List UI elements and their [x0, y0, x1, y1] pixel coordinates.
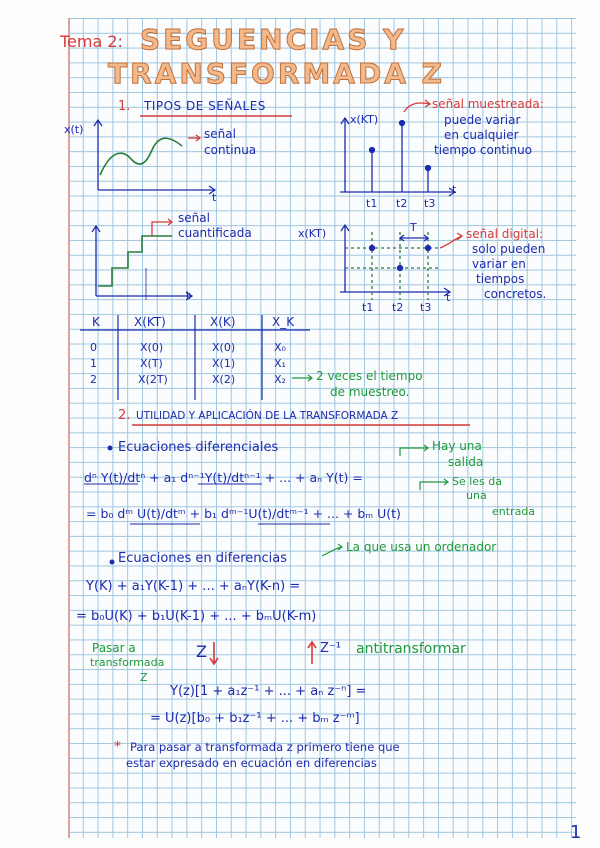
digital-tick2: t2 [392, 301, 404, 314]
digital-label2: solo pueden [472, 242, 546, 256]
equation-z-rhs: = U(z)[b₀ + b₁z⁻¹ + ... + bₘ z⁻ᵐ] [150, 711, 360, 726]
table-cell: X(0) [140, 341, 164, 354]
equation-difference-lhs: Y(K) + a₁Y(K-1) + ... + aₙY(K-n) = [86, 579, 301, 594]
muestreada-label4: tiempo continuo [434, 143, 533, 157]
z-inverse-symbol: Z⁻¹ [320, 641, 341, 656]
section1-heading: TIPOS DE SEÑALES [144, 99, 266, 113]
digital-tick3: t3 [420, 301, 432, 314]
continua-label1: señal [204, 127, 236, 141]
muestreada-label3: en cualquier [444, 128, 519, 142]
digital-signal-plot [340, 225, 450, 300]
entrada-label: entrada [492, 505, 536, 518]
equation-differential-lhs: dⁿ Y(t)/dtⁿ + a₁ dⁿ⁻¹Y(t)/dtⁿ⁻¹ + ... + aₙ Y(t) = [84, 470, 363, 485]
una-label: una [466, 489, 487, 502]
section2-number: 2. [118, 408, 131, 423]
table-cell: X(T) [140, 357, 163, 370]
table-header-k: K [92, 315, 100, 329]
quantized-signal-plot [92, 226, 192, 300]
table-cell: X₂ [274, 373, 286, 386]
tema-label: Tema 2: [60, 32, 123, 51]
note-star: * [114, 739, 121, 755]
section2-heading: UTILIDAD Y APLICACIÓN DE LA TRANSFORMADA Z [136, 410, 399, 422]
table-cell: X₀ [274, 341, 286, 354]
cuantificada-label2: cuantificada [178, 226, 252, 240]
digital-axis-y: x(KT) [298, 227, 327, 240]
hay-una-label: Hay una [432, 439, 482, 453]
table-cell: X₁ [274, 357, 286, 370]
cuantificada-label1: señal [178, 211, 210, 225]
table-cell: X(0) [212, 341, 236, 354]
continua-axis-y: x(t) [64, 123, 84, 136]
cuantificada-axis-x: t [186, 289, 191, 302]
note-line1: Para pasar a transformada z primero tiene que [130, 740, 400, 754]
continua-label2: continua [204, 143, 257, 157]
pasar-label3: Z [140, 671, 148, 684]
muestreada-tick2: t2 [396, 197, 408, 210]
muestreada-label1: señal muestreada: [432, 97, 544, 111]
page-number: 1 [570, 822, 582, 843]
annotation-arrows [146, 100, 462, 300]
bullet-ecuaciones-diferenciales: Ecuaciones diferenciales [118, 440, 279, 455]
table-header-xk: X(K) [210, 315, 236, 329]
muestreada-label2: puede variar [444, 113, 521, 127]
table-header-xsub: X_K [272, 315, 295, 329]
pasar-label1: Pasar a [92, 641, 136, 655]
digital-period: T [410, 221, 417, 234]
pasar-label2: transformada [90, 656, 165, 669]
ordenador-label: La que usa un ordenador [346, 540, 497, 554]
digital-axis-x: t [446, 291, 451, 304]
table-cell: 0 [90, 341, 97, 354]
digital-label1: señal digital: [466, 227, 544, 241]
note-line2: estar expresado en ecuación en diferencias [126, 756, 377, 770]
digital-label5: concretos. [484, 287, 547, 301]
salida-label: salida [448, 455, 484, 469]
table-note2: de muestreo. [330, 385, 410, 399]
digital-label3: variar en [472, 257, 526, 271]
muestreada-tick3: t3 [424, 197, 436, 210]
se-le-da-label: Se les da [452, 475, 503, 488]
z-transform-symbol: Z [196, 642, 207, 661]
section1-number: 1. [118, 99, 131, 114]
table-cell: X(2T) [138, 373, 168, 386]
table-note1: 2 veces el tiempo [316, 369, 423, 383]
title-line1: SEGUENCIAS Y [140, 23, 407, 56]
continuous-signal-plot [94, 120, 215, 194]
digital-tick1: t1 [362, 301, 374, 314]
sampled-signal-plot [340, 118, 455, 196]
title-line2: TRANSFORMADA Z [108, 57, 445, 90]
table-cell: 1 [90, 357, 97, 370]
muestreada-axis-x: t [452, 183, 457, 196]
table-cell: X(2) [212, 373, 236, 386]
bullet-ecuaciones-diferencias: Ecuaciones en diferencias [118, 551, 288, 566]
digital-label4: tiempos [476, 272, 525, 286]
equation-difference-rhs: = b₀U(K) + b₁U(K-1) + ... + bₘU(K-m) [76, 609, 317, 624]
table-cell: X(1) [212, 357, 236, 370]
muestreada-axis-y: x(KT) [350, 113, 379, 126]
antitransformar-label: antitransformar [356, 641, 466, 657]
equation-z-lhs: Y(z)[1 + a₁z⁻¹ + ... + aₙ z⁻ⁿ] = [170, 684, 367, 699]
table-header-xkt: X(KT) [134, 315, 166, 329]
muestreada-tick1: t1 [366, 197, 378, 210]
equation-differential-rhs: = b₀ dᵐ U(t)/dtᵐ + b₁ dᵐ⁻¹U(t)/dtᵐ⁻¹ + ... + bₘ U(t) [86, 506, 401, 521]
continua-axis-x: t [212, 191, 217, 204]
table-cell: 2 [90, 373, 97, 386]
